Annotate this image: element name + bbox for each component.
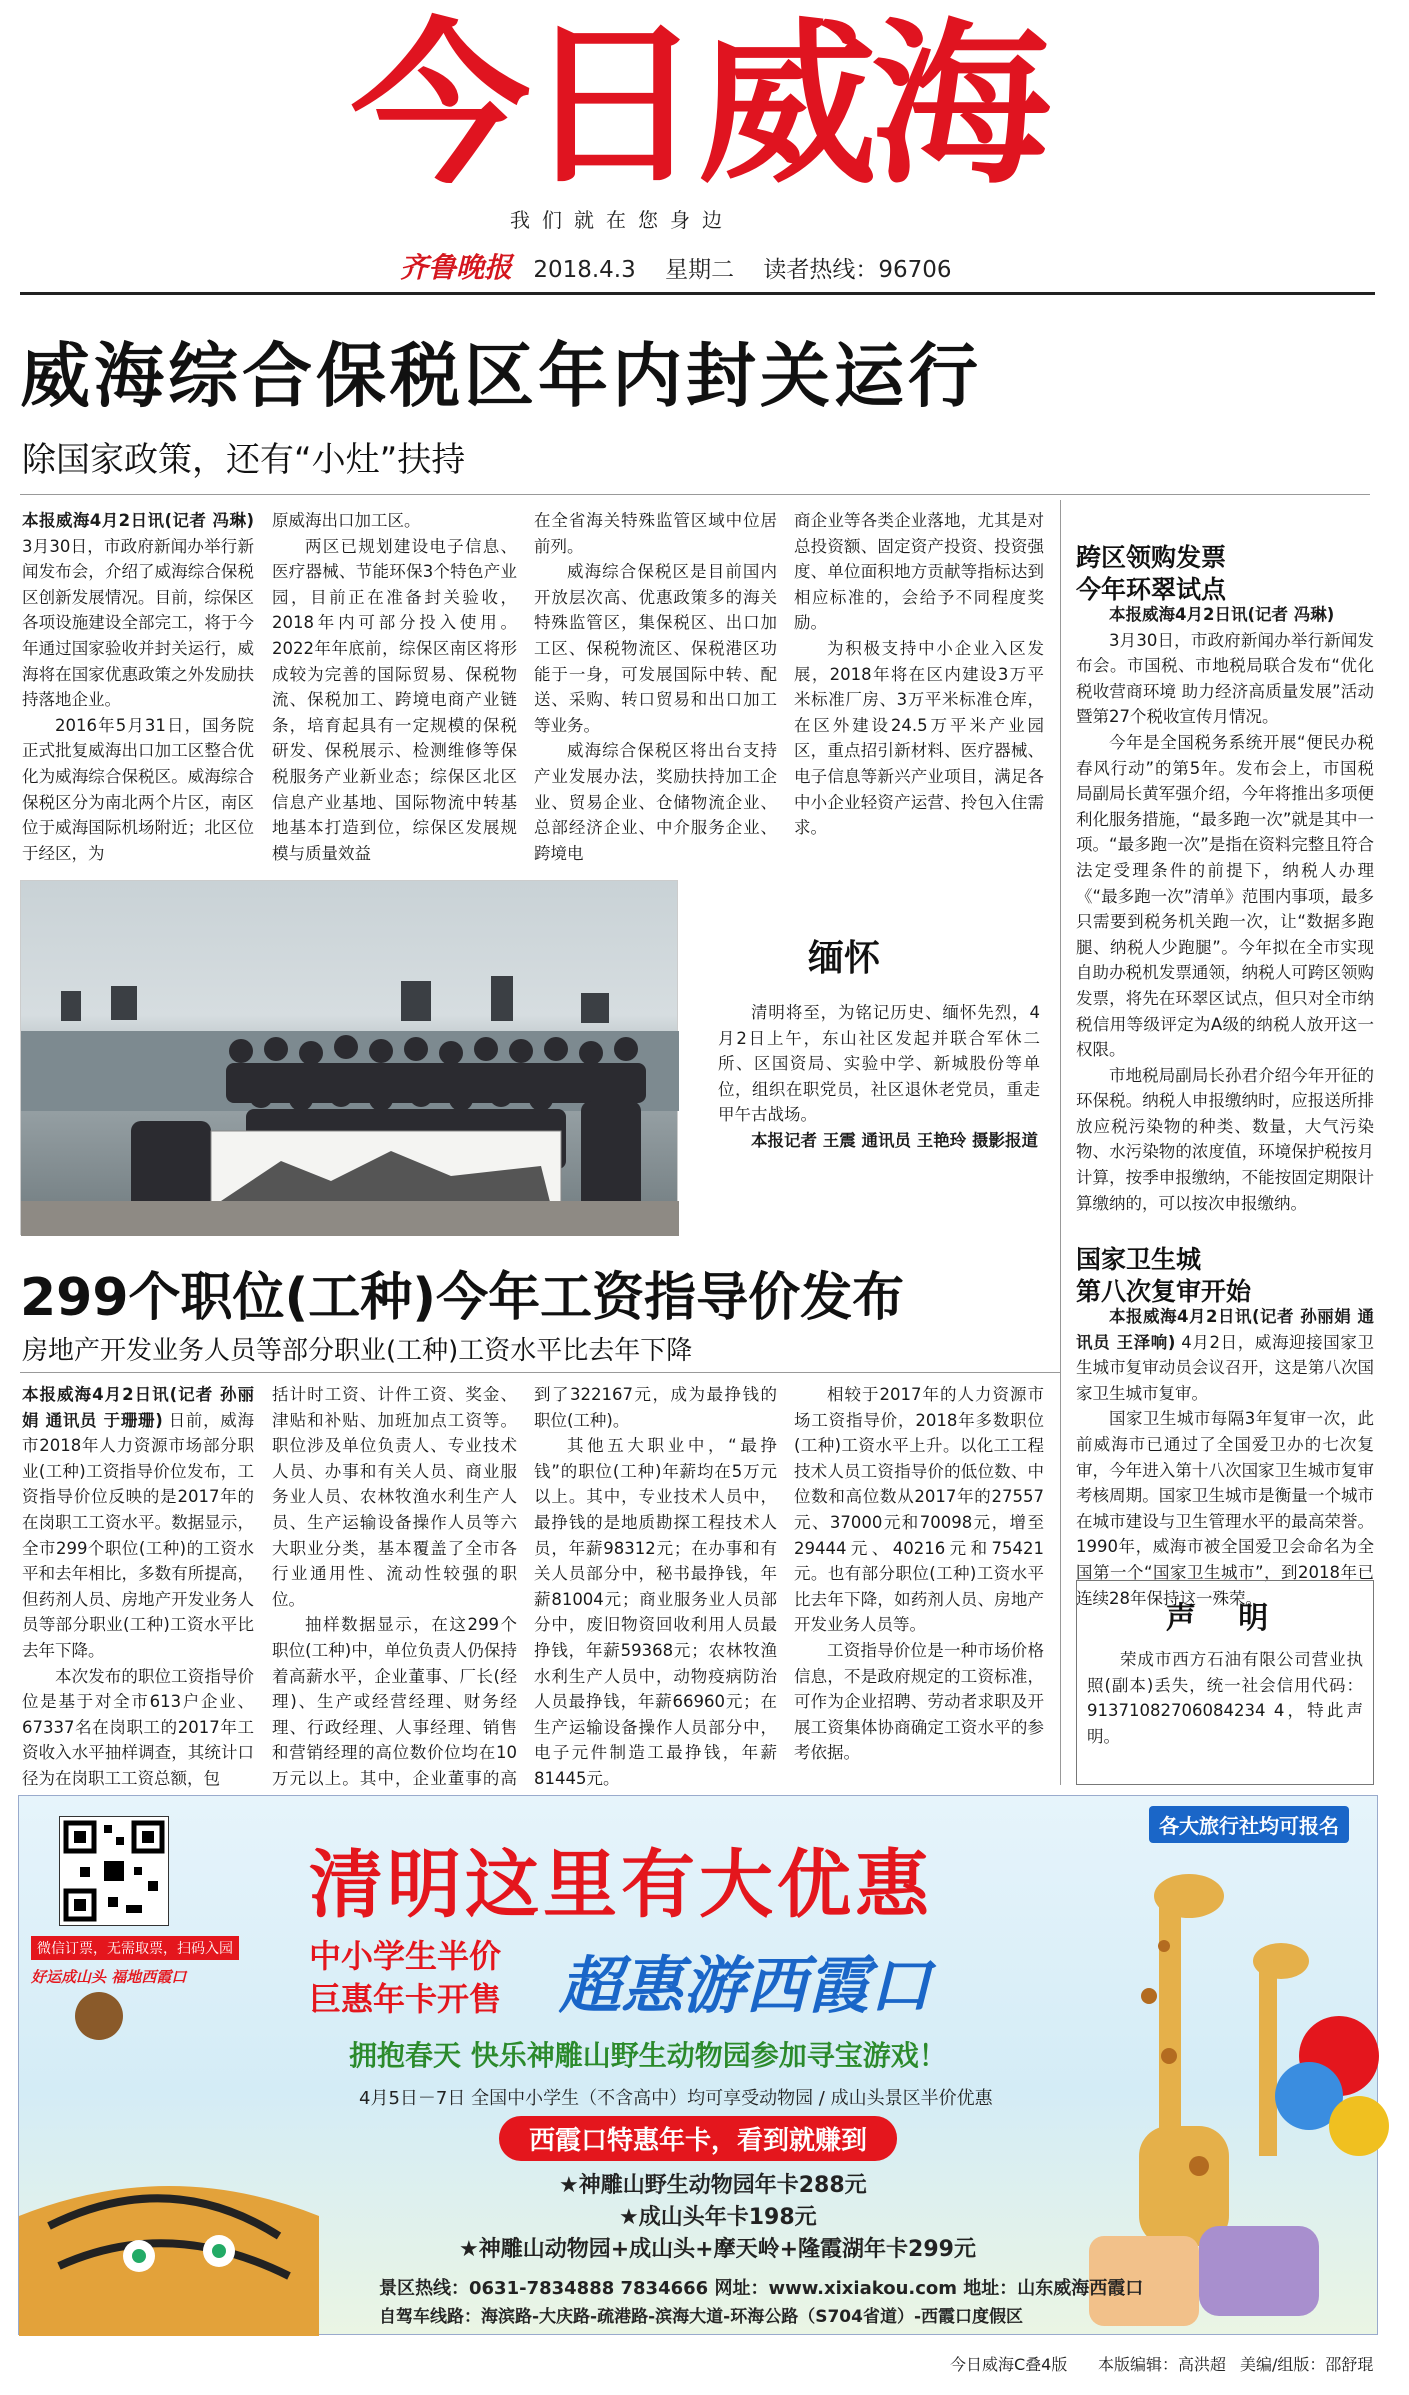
wage-column-4: 相较于2017年的人力资源市场工资指导价，2018年多数职位(工种)工资水平上升。以化工工程技术人员工资指导价的低位数、中位数和高位数从2017年的27557元、37000元和70098元，增至29444元、40216元和75421元。也有部分职位(工种)工资水平比去年下降，如药剂人员、房地产开发业务人员等。 工资指导价位是一种市场价格信息，不是政府规定的工资标准，可作为企业招聘、劳动者求职及开展工资集体协商确定工资水平的参考依据。: [794, 1385, 1044, 1763]
side2-text: 本报威海4月2日讯(记者 孙丽娟 通讯员 王泽响) 4月2日，威海迎接国家卫生城市复审动员会议召开，这是第八次国家卫生城市复审。 国家卫生城市每隔3年复审一次，此前威海市已通过了全国爱卫办的七次复审，今年进入第十八次国家卫生城市复审考核周期。国家卫生城市是衡量一个城市在城市建设与卫生管理水平的最高荣誉。1990年，威海市被全国爱卫会命名为全国第一个“国家卫生城市”，到2018年已连续28年保持这一殊荣。: [1076, 1307, 1374, 1608]
sidebar-rule: [1060, 500, 1061, 1785]
ad-tag-left: 好运成山头 福地西霞口: [31, 1968, 187, 1986]
ad-contact: 景区热线：0631-7834888 7834666 网址：www.xixiakou.com 地址：山东威海西霞口: [379, 2278, 1144, 2299]
ad-card-1: ★神雕山野生动物园年卡288元: [559, 2173, 867, 2198]
ad-route: 自驾车线路：海滨路-大庆路-疏港路-滨海大道-环海公路（S704省道）-西霞口度假区: [379, 2307, 1024, 2327]
divider: [20, 494, 1370, 495]
masthead-slogan: 我们就在您身边: [510, 208, 734, 232]
wage-column-2: 括计时工资、计件工资、奖金、津贴和补贴、加班加点工资等。职位涉及单位负责人、专业技术人员、办事和有关人员、商业服务业人员、农林牧渔水利生产人员、生产运输设备操作人员等六大职业分类，基本覆盖了全市各行业通用性、流动性较强的职位。 抽样数据显示，在这299个职位(工种)中，单位负责人仍保持着高薪水平，企业董事、厂长(经理)、生产或经营经理、财务经理、行政经理、人事经理、销售和营销经理的高位数价位均在10万元以上。其中，企业董事的高: [272, 1385, 517, 1788]
ad-offer-2: 巨惠年卡开售: [309, 1980, 502, 2018]
side2-title-1: 国家卫生城: [1076, 1245, 1202, 1274]
dateline: [400, 246, 974, 286]
advertisement: [18, 1795, 1378, 2335]
wage-column-1: 本报威海4月2日讯(记者 孙丽娟 通讯员 于珊珊) 日前，威海市2018年人力资源市场部分职业(工种)工资指导价位发布，工资指导价位反映的是2017年的在岗职工工资水平。数据显示，全市299个职位(工种)的工资水平和去年相比，多数有所提高，但药剂人员、房地产开发业务人员等部分职业(工种)工资水平比去年下降。 本次发布的职位工资指导价位是基于对全市613户企业、67337名在岗职工的2017年工资收入水平抽样调查，其统计口径为在岗职工工资总额，包: [22, 1385, 255, 1788]
wage-headline: 299个职位(工种)今年工资指导价发布: [20, 1268, 905, 1328]
photo-story-title: 缅怀: [808, 938, 881, 979]
lead-column-2: 原威海出口加工区。 两区已规划建设电子信息、医疗器械、节能环保3个特色产业园，目前正在准备封关验收，2018年内可部分投入使用。2022年年底前，综保区南区将形成较为完善的国际贸易、保税物流、保税加工、跨境电商产业链条，培育起具有一定规模的保税研发、保税展示、检测维修等保税服务产业新业态；综保区北区信息产业基地、国际物流中转基地基本打造到位，综保区发展规模与质量效益: [272, 511, 517, 863]
ad-card-2: ★成山头年卡198元: [619, 2205, 817, 2230]
side2-title-2: 第八次复审开始: [1076, 1277, 1252, 1306]
footer-design: 美编/组版：邵舒琨: [1240, 2355, 1374, 2374]
ad-tag-right: 各大旅行社均可报名: [1149, 1806, 1349, 1843]
photo-credit: 本报记者 王震 通讯员 王艳玲 摄影报道: [751, 1130, 1038, 1150]
footer-page: 今日威海C叠4版: [950, 2355, 1068, 2374]
issue-date: 2018.4.3: [533, 257, 636, 283]
masthead-rule: [20, 292, 1375, 295]
lead-column-4: 商企业等各类企业落地，尤其是对总投资额、固定资产投资、投资强度、单位面积地方贡献等指标达到相应标准的，会给予不同程度奖励。 为积极支持中小企业入区发展，2018年将在区内建设3万平米标准厂房、3万平米标准仓库，在区外建设24.5万平米产业园区，重点招引新材料、医疗器械、电子信息等新兴产业项目，满足各中小企业轻资产运营、拎包入住需求。: [794, 511, 1044, 838]
wage-subtitle: 房地产开发业务人员等部分职业(工种)工资水平比去年下降: [22, 1336, 693, 1366]
qr-code-icon: [60, 1817, 168, 1925]
ad-card-banner: 西霞口特惠年卡，看到就赚到: [499, 2116, 897, 2161]
ad-event: 拥抱春天 快乐神雕山野生动物园参加寻宝游戏！: [349, 2039, 947, 2072]
lead-column-1: 本报威海4月2日讯(记者 冯琳) 3月30日，市政府新闻办举行新闻发布会，介绍了威海综合保税区创新发展情况。目前，综保区各项设施建设全部完工，将于今年通过国家验收并封关运行，威海将在国家优惠政策之外发励扶持落地企业。 2016年5月31日，国务院正式批复威海出口加工区整合优化为威海综合保税区。威海综合保税区分为南北两个片区，南区位于威海国际机场附近；北区位于经区，为: [22, 511, 254, 863]
ad-offer-1: 中小学生半价: [309, 1937, 502, 1975]
issue-weekday: 星期二: [665, 257, 735, 283]
side1-title-2: 今年环翠试点: [1076, 575, 1227, 604]
side1-title-1: 跨区领购发票: [1076, 543, 1227, 572]
brand-logo: 齐鲁晚报: [400, 251, 513, 284]
group-photo: [20, 880, 678, 1235]
ad-headline: 清明这里有大优惠: [309, 1842, 933, 1928]
divider: [20, 1372, 1060, 1373]
masthead-title: 今日威海: [350, 3, 1045, 208]
wage-byline: 本报威海4月2日讯(记者 孙丽娟 通讯员 于珊珊): [22, 1385, 254, 1430]
notice-box: [1076, 1580, 1374, 1785]
photo-story-text: 清明将至，为铭记历史、缅怀先烈，4月2日上午，东山社区发起并联合军休二所、区国资局、实验中学、新城股份等单位，组织在职党员，社区退休老党员，重走甲午古战场。 本报记者 王震 通讯员 王艳玲 摄影报道: [718, 1000, 1040, 1230]
ad-dates: 4月5日－7日 全国中小学生（不含高中）均可享受动物园 / 成山头景区半价优惠: [359, 2088, 993, 2109]
ad-slogan: 超惠游西霞口: [559, 1949, 932, 2022]
group-photo-art: [21, 881, 679, 1236]
ad-card-3: ★神雕山动物园+成山头+摩天岭+隆霞湖年卡299元: [459, 2237, 976, 2262]
notice-title: 声 明: [1165, 1601, 1285, 1636]
lead-headline: 威海综合保税区年内封关运行: [20, 335, 982, 417]
lead-subtitle: 除国家政策，还有“小灶”扶持: [22, 440, 466, 480]
wage-column-3: 到了322167元，成为最挣钱的职位(工种)。 其他五大职业中，“最挣钱”的职位(工种)年薪均在5万元以上。其中，专业技术人员中，最挣钱的是地质勘探工程技术人员，年薪98312元；在办事和有关人员部分中，秘书最挣钱，年薪81004元；商业服务业人员部分中，废旧物资回收利用人员最挣钱，年薪59368元；农林牧渔水利生产人员中，动物疫病防治人员最挣钱，年薪66960元；在生产运输设备操作人员部分中，电子元件制造工最挣钱，年薪81445元。: [534, 1385, 777, 1788]
side1-text: 本报威海4月2日讯(记者 冯琳) 3月30日，市政府新闻办举行新闻发布会。市国税、市地税局联合发布“优化税收营商环境 助力经济高质量发展”活动暨第27个税收宣传月情况。 今年是全国税务系统开展“便民办税春风行动”的第5年。发布会上，市国税局副局长黄军强介绍，今年将推出多项便利化服务措施，“最多跑一次”就是其中一项。“最多跑一次”是指在资料完整且符合法定受理条件的前提下，纳税人办理《“最多跑一次”清单》范围内事项，最多只需要到税务机关跑一次，让“数据多跑腿、纳税人少跑腿”。今年拟在全市实现自助办税机发票通领，纳税人可跨区领购发票，将先在环翠区试点，但只对全市纳税信用等级评定为A级的纳税人放开这一权限。 市地税局副局长孙君介绍今年开征的环保税。纳税人申报缴纳时，应报送所排放应税污染物的种类、数量，大气污染物、水污染物的浓度值，环境保护税按月计算，按季申报缴纳，不能按固定期限计算缴纳的，可以按次申报缴纳。: [1076, 605, 1374, 1213]
notice-text: 荣成市西方石油有限公司营业执照(副本)丢失，统一社会信用代码：91371082706084234 4，特此声明。: [1087, 1650, 1363, 1746]
reader-hotline: 读者热线：96706: [763, 257, 952, 283]
lead-byline: 本报威海4月2日讯(记者 冯琳): [22, 511, 254, 530]
qr-caption: 微信订票，无需取票，扫码入园: [31, 1936, 239, 1960]
side2-byline: 本报威海4月2日讯(记者 孙丽娟 通讯员 王泽响): [1076, 1307, 1374, 1352]
side1-byline: 本报威海4月2日讯(记者 冯琳): [1109, 605, 1335, 624]
footer-editor: 本版编辑：高洪超: [1098, 2355, 1227, 2374]
qr-code[interactable]: [59, 1816, 169, 1926]
lead-column-3: 在全省海关特殊监管区域中位居前列。 威海综合保税区是目前国内开放层次高、优惠政策多的海关特殊监管区，集保税区、出口加工区、保税物流区、保税港区功能于一身，可发展国际中转、配送、采购、转口贸易和出口加工等业务。 威海综合保税区将出台支持产业发展办法，奖励扶持加工企业、贸易企业、仓储物流企业、总部经济企业、中介服务企业、跨境电: [534, 511, 777, 863]
